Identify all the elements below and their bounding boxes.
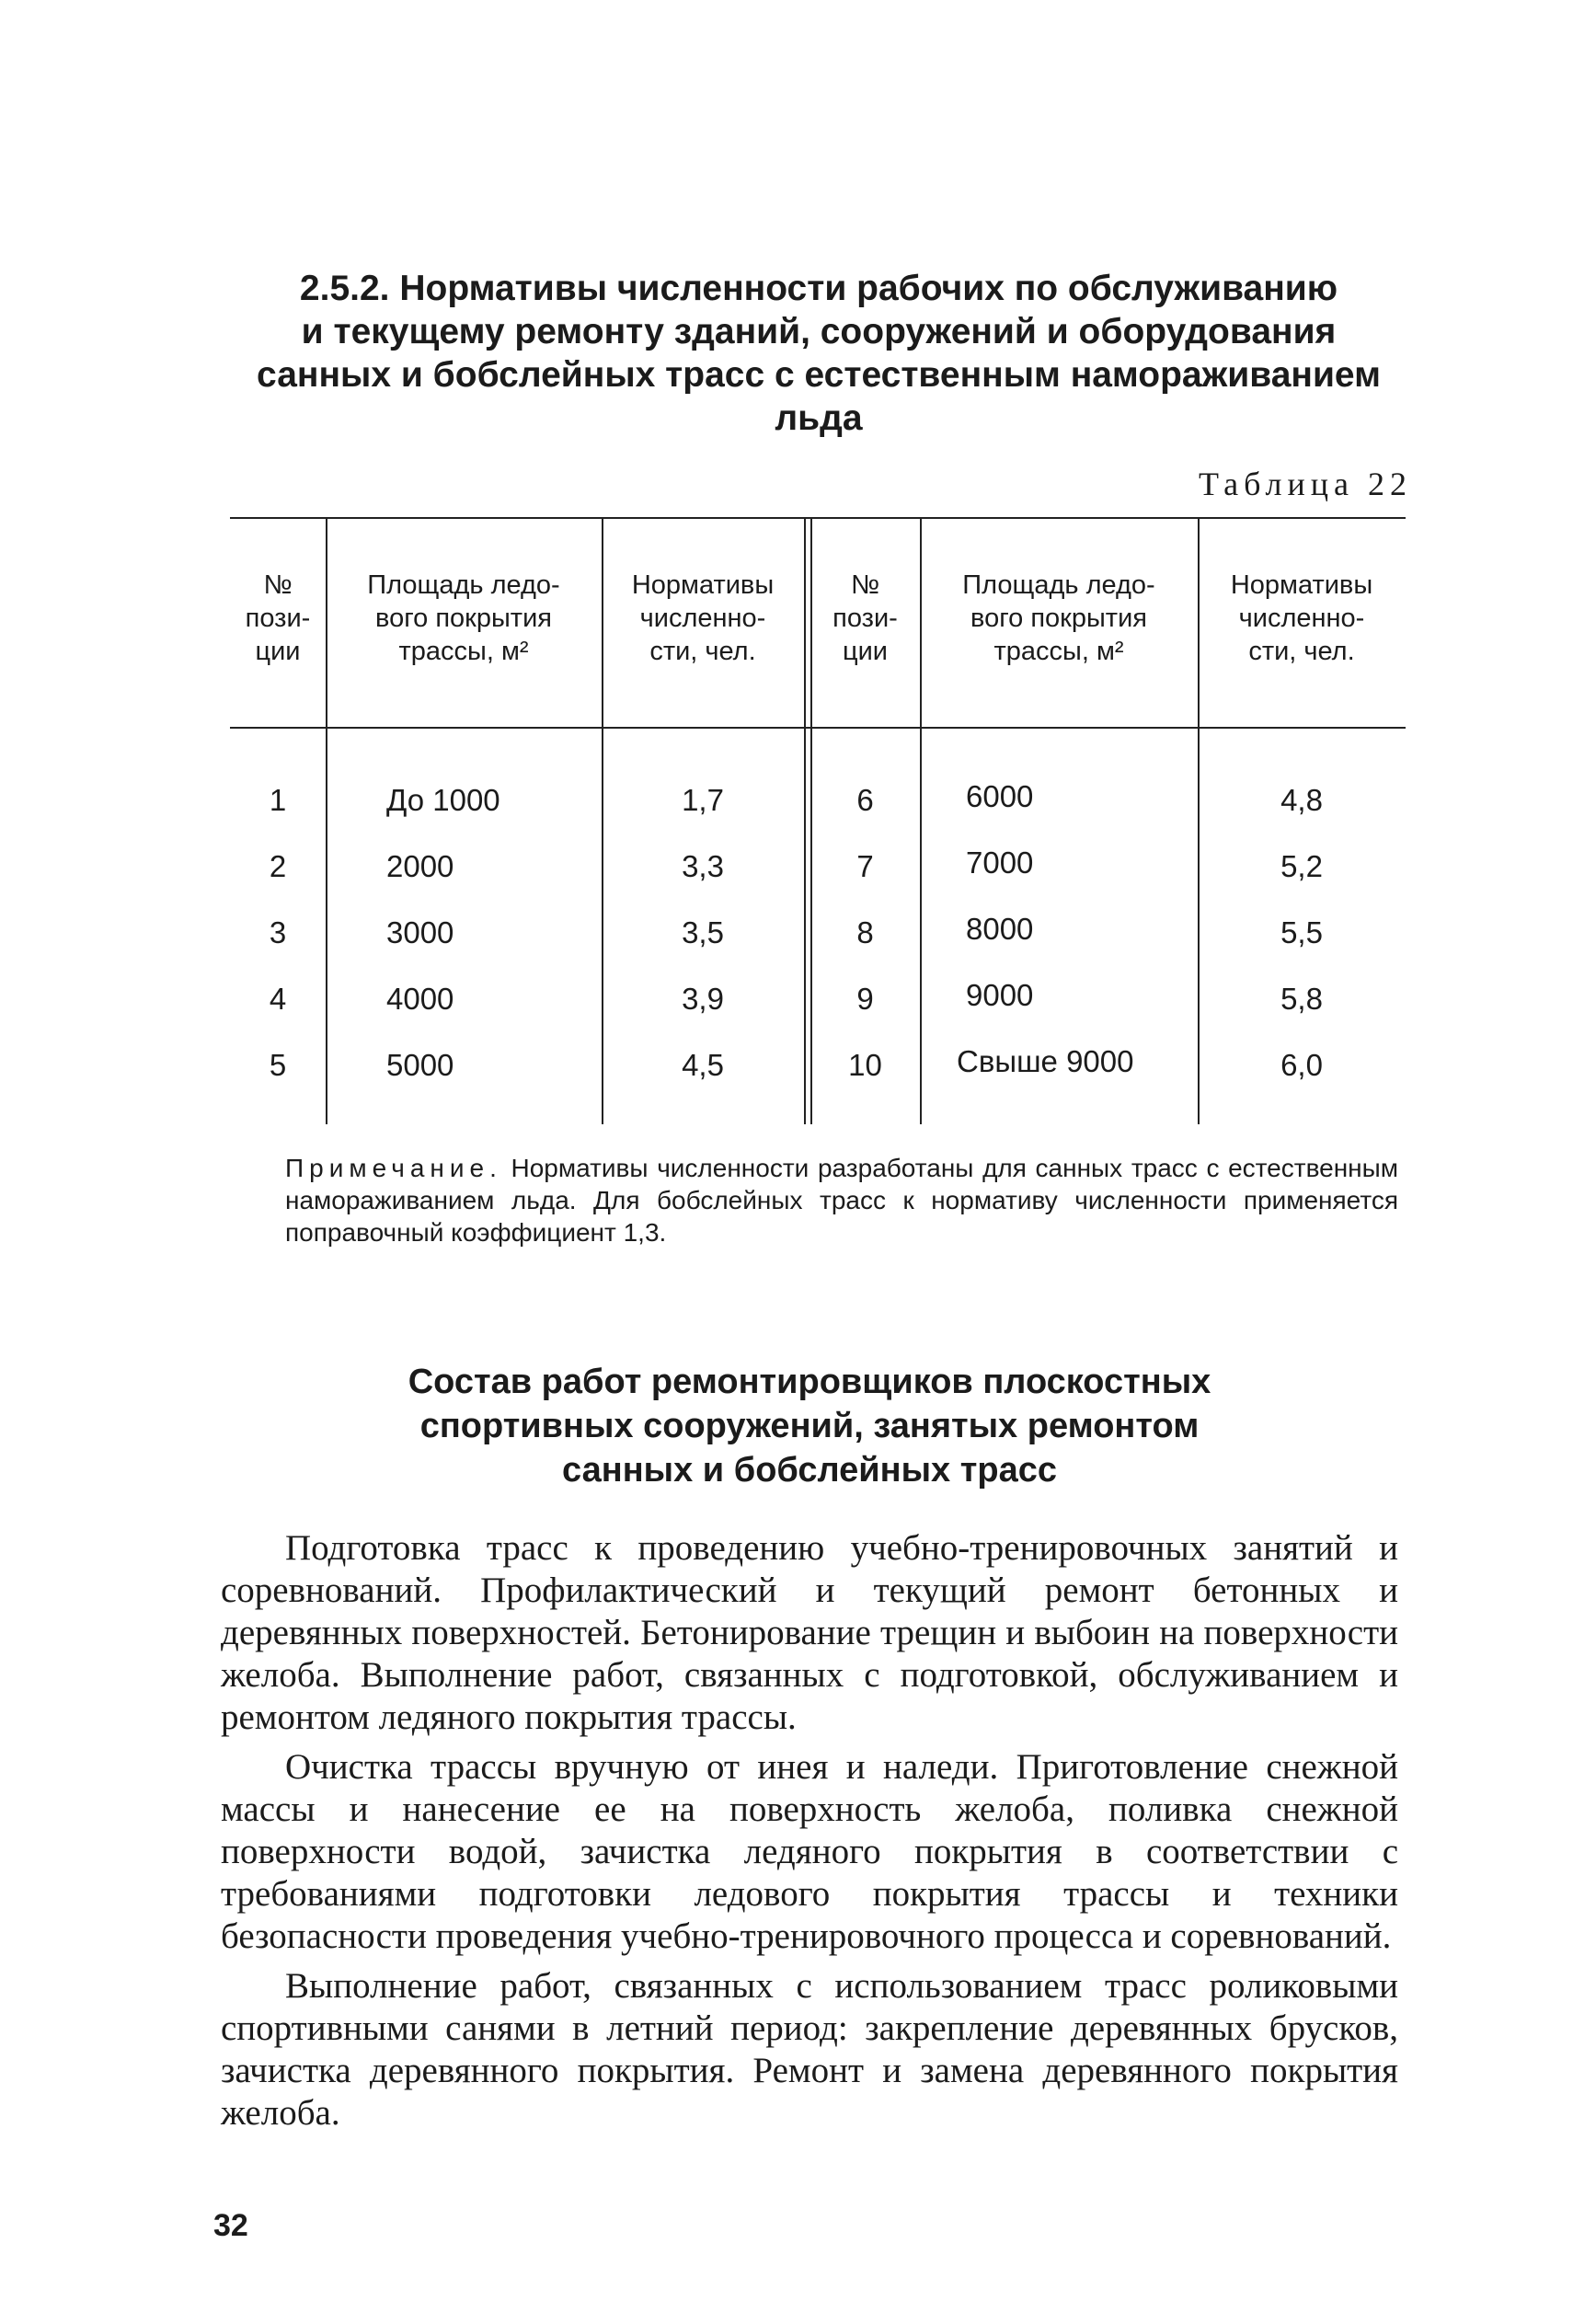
paragraph: Выполнение работ, связанных с использованием трасс роликовыми спортивными санями в летний период: закрепление деревянных брусков, зачистка деревянного покрытия. Ремонт и замена деревянного покрытия желоба. xyxy=(221,1966,1398,2133)
cell-position: 2 xyxy=(269,849,287,883)
cell-norm: 6,0 xyxy=(1280,1048,1323,1082)
cell-area: 7000 xyxy=(966,846,1034,880)
cell-area: 2000 xyxy=(386,849,454,883)
cell-position: 4 xyxy=(269,982,287,1016)
header-line: трассы, м² xyxy=(398,637,529,666)
cell-area: 4000 xyxy=(386,982,454,1016)
cell-area: 8000 xyxy=(966,912,1034,946)
table-note xyxy=(285,1152,1398,1248)
paragraph: Очистка трассы вручную от инея и наледи. Приготовление снежной массы и нанесение ее на поверхность желоба, поливка снежной поверхности водой, зачистка ледяного покрытия в соответствии с требованиями подготовки ледового покрытия трассы и техники безопасности проведения учебно-тренировочного процесса и соревнований. xyxy=(221,1747,1398,1956)
header-line: пози- xyxy=(832,604,898,633)
cell-position: 1 xyxy=(269,783,287,817)
section-heading xyxy=(221,267,1417,440)
header-line: Площадь ледо- xyxy=(367,570,560,600)
note-label: Примечание. xyxy=(285,1154,502,1182)
cell-position: 10 xyxy=(848,1048,882,1082)
header-line: вого покрытия xyxy=(374,604,552,633)
header-line: ции xyxy=(255,637,301,666)
cell-norm: 3,9 xyxy=(682,982,724,1016)
cell-norm: 5,2 xyxy=(1280,849,1323,883)
subsection-heading-line: санных и бобслейных трасс xyxy=(562,1451,1057,1490)
cell-position: 5 xyxy=(269,1048,287,1082)
header-line: ции xyxy=(842,637,888,666)
cell-norm: 1,7 xyxy=(682,783,724,817)
header-line: Нормативы xyxy=(631,570,775,600)
header-line: сти, чел. xyxy=(649,637,756,666)
header-line: численно- xyxy=(639,604,766,633)
header-line: № xyxy=(850,570,880,600)
paragraph: Подготовка трасс к проведению учебно-тренировочных занятий и соревнований. Профилактический и текущий ремонт бетонных и деревянных поверхностей. Бетонирование трещин и выбоин на поверхности желоба. Выполнение работ, связанных с подготовкой, обслуживанием и ремонтом ледяного покрытия трассы. xyxy=(221,1528,1398,1737)
norms-table xyxy=(230,517,1406,1124)
cell-norm: 3,3 xyxy=(682,849,724,883)
header-norm xyxy=(602,569,804,668)
note-text: Нормативы численности разработаны для санных трасс с естественным намораживанием льда. Для бобслейных трасс к нормативу численности применяется поправочный коэффициент 1,3. xyxy=(285,1154,1398,1247)
header-area xyxy=(920,569,1198,668)
header-line: сти, чел. xyxy=(1248,637,1355,666)
table-column-divider xyxy=(804,517,806,1124)
header-position xyxy=(230,569,326,668)
page-number: 32 xyxy=(213,2208,248,2243)
header-line: численно- xyxy=(1238,604,1365,633)
header-line: № xyxy=(263,570,293,600)
cell-position: 9 xyxy=(856,982,874,1016)
cell-norm: 5,8 xyxy=(1280,982,1323,1016)
cell-position: 3 xyxy=(269,915,287,949)
section-heading-line: льда xyxy=(775,398,863,438)
header-line: трассы, м² xyxy=(993,637,1124,666)
table-top-rule xyxy=(230,517,1406,519)
body-text xyxy=(221,1527,1398,2142)
table-caption: Таблица 22 xyxy=(1199,466,1412,502)
subsection-heading-line: Состав работ ремонтировщиков плоскостных xyxy=(408,1363,1211,1401)
cell-norm: 5,5 xyxy=(1280,915,1323,949)
cell-norm: 4,5 xyxy=(682,1048,724,1082)
section-heading-line: санных и бобслейных трасс с естественным намораживанием xyxy=(257,355,1381,395)
cell-area: Свыше 9000 xyxy=(957,1044,1134,1078)
table-header-rule xyxy=(230,727,1406,729)
cell-area: 5000 xyxy=(386,1048,454,1082)
cell-area: 9000 xyxy=(966,978,1034,1012)
section-heading-line: и текущему ремонту зданий, сооружений и оборудования xyxy=(301,312,1337,351)
subsection-heading-line: спортивных сооружений, занятых ремонтом xyxy=(419,1407,1200,1445)
section-heading-line: 2.5.2. Нормативы численности рабочих по обслуживанию xyxy=(299,269,1338,308)
header-norm xyxy=(1198,569,1406,668)
header-position xyxy=(810,569,920,668)
header-line: Нормативы xyxy=(1230,570,1373,600)
header-line: вого покрытия xyxy=(970,604,1147,633)
cell-area: 6000 xyxy=(966,779,1034,813)
subsection-heading xyxy=(258,1360,1361,1492)
cell-norm: 3,5 xyxy=(682,915,724,949)
header-line: пози- xyxy=(245,604,311,633)
cell-position: 6 xyxy=(856,783,874,817)
cell-area: 3000 xyxy=(386,915,454,949)
cell-position: 7 xyxy=(856,849,874,883)
cell-norm: 4,8 xyxy=(1280,783,1323,817)
cell-area: До 1000 xyxy=(386,783,500,817)
header-area xyxy=(326,569,602,668)
header-line: Площадь ледо- xyxy=(962,570,1155,600)
cell-position: 8 xyxy=(856,915,874,949)
